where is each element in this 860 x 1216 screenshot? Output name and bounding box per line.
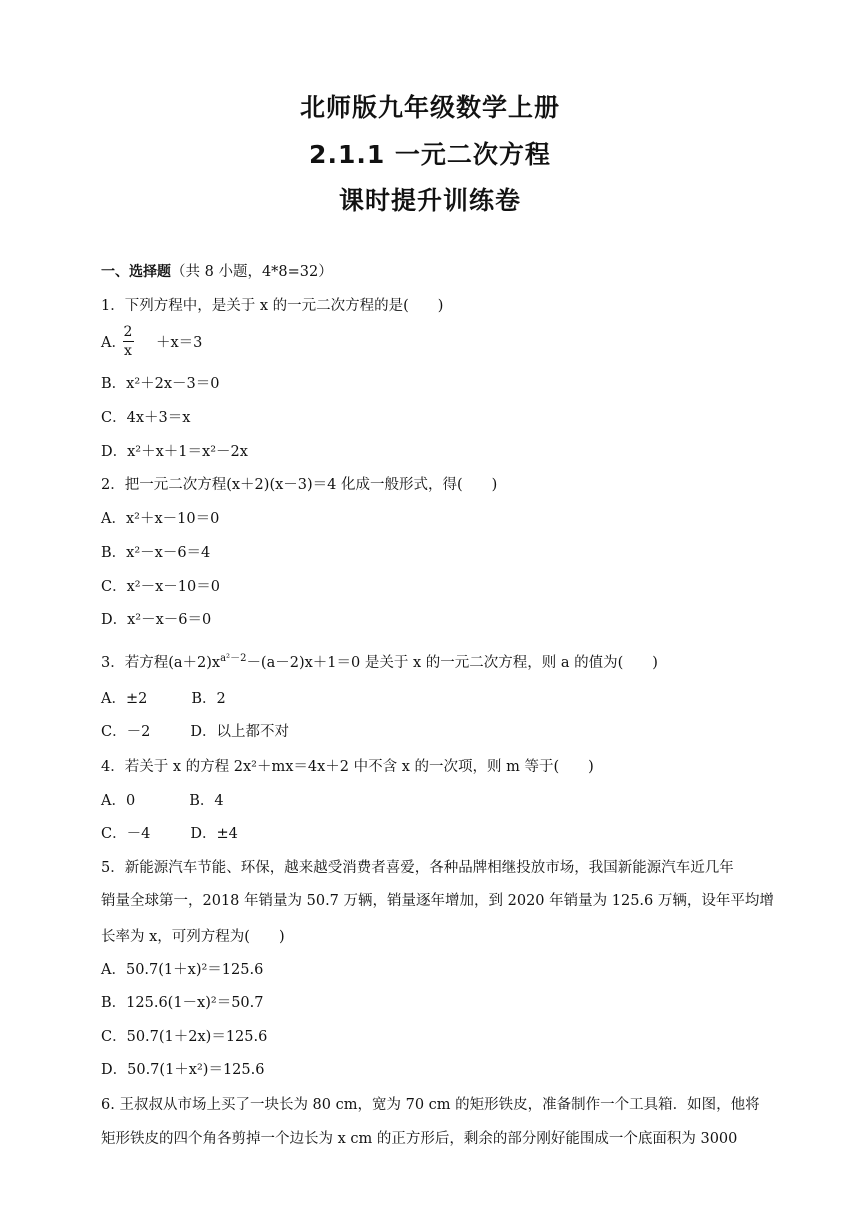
question-2-option-d: D．x²－x－6＝0 bbox=[101, 612, 212, 628]
question-5-option-a: A．50.7(1＋x)²＝125.6 bbox=[101, 962, 264, 978]
question-5-option-b: B．125.6(1－x)²＝50.7 bbox=[101, 995, 264, 1011]
question-3-option-b: B．2 bbox=[191, 691, 226, 707]
fraction-denominator: x bbox=[124, 343, 132, 359]
section-heading bbox=[101, 260, 333, 281]
question-4-option-a: A．0 bbox=[101, 793, 136, 809]
question-5-option-d: D．50.7(1＋x²)＝125.6 bbox=[101, 1062, 265, 1078]
question-4-stem: 4．若关于 x 的方程 2x²＋mx＝4x＋2 中不含 x 的一次项，则 m 等于( ) bbox=[101, 759, 594, 775]
option-a-rest: ＋x＝3 bbox=[155, 335, 203, 351]
section-note: （共 8 小题，4*8=32） bbox=[171, 264, 333, 280]
question-2-option-b: B．x²－x－6＝4 bbox=[101, 545, 211, 561]
question-4-option-d: D．±4 bbox=[190, 826, 238, 842]
question-3-stem-start: 3．若方程(a＋2)x bbox=[101, 655, 221, 671]
option-a-prefix: A． bbox=[101, 335, 126, 351]
question-5-line-1: 5．新能源汽车节能、环保，越来越受消费者喜爱，各种品牌相继投放市场，我国新能源汽车近几年 bbox=[101, 860, 734, 876]
question-5-option-c: C．50.7(1＋2x)＝125.6 bbox=[101, 1029, 268, 1045]
question-3-stem-end: －(a－2)x＋1＝0 是关于 x 的一元二次方程，则 a 的值为( ) bbox=[246, 655, 658, 671]
question-2-option-c: C．x²－x－10＝0 bbox=[101, 579, 220, 595]
document-title: 北师版九年级数学上册 bbox=[299, 93, 560, 122]
question-3-options-row-2 bbox=[101, 720, 289, 741]
question-3-option-c: C．－2 bbox=[101, 724, 151, 740]
question-2-stem: 2．把一元二次方程(x＋2)(x－3)＝4 化成一般形式，得( ) bbox=[101, 477, 498, 493]
question-5-line-3: 长率为 x，可列方程为( ) bbox=[101, 929, 285, 945]
question-4-options-row-2 bbox=[101, 822, 238, 843]
question-4-option-c: C．－4 bbox=[101, 826, 151, 842]
question-6-line-1: 6. 王叔叔从市场上买了一块长为 80 cm，宽为 70 cm 的矩形铁皮，准备制作一个工具箱．如图，他将 bbox=[101, 1097, 760, 1113]
question-6-line-2: 矩形铁皮的四个角各剪掉一个边长为 x cm 的正方形后，剩余的部分刚好能围成一个底面积为 3000 bbox=[101, 1131, 738, 1147]
question-1-option-d: D．x²＋x＋1＝x²－2x bbox=[101, 444, 248, 460]
question-3-stem bbox=[101, 651, 658, 672]
question-1-option-b: B．x²＋2x－3＝0 bbox=[101, 376, 220, 392]
question-3-option-d: D．以上都不对 bbox=[190, 724, 289, 740]
fraction-2-over-x bbox=[122, 324, 134, 359]
question-3-option-a: A．±2 bbox=[101, 691, 148, 707]
question-1-option-c: C．4x＋3＝x bbox=[101, 410, 191, 426]
lesson-title: 2.1.1 一元二次方程 bbox=[309, 140, 551, 169]
question-3-options-row-1 bbox=[101, 687, 226, 708]
question-1-option-a bbox=[101, 331, 202, 352]
question-1-stem: 1．下列方程中，是关于 x 的一元二次方程的是( ) bbox=[101, 298, 444, 314]
question-5-line-2: 销量全球第一，2018 年销量为 50.7 万辆，销量逐年增加，到 2020 年销量为 125.6 万辆，设年平均增 bbox=[101, 893, 774, 909]
section-label: 一、选择题 bbox=[101, 264, 171, 280]
question-4-options-row-1 bbox=[101, 789, 224, 810]
question-2-option-a: A．x²＋x－10＝0 bbox=[101, 511, 220, 527]
question-4-option-b: B．4 bbox=[189, 793, 224, 809]
exponent: a²－2 bbox=[220, 653, 247, 664]
fraction-numerator: 2 bbox=[123, 324, 133, 340]
worksheet-title: 课时提升训练卷 bbox=[338, 186, 521, 215]
fraction-bar bbox=[123, 341, 134, 342]
